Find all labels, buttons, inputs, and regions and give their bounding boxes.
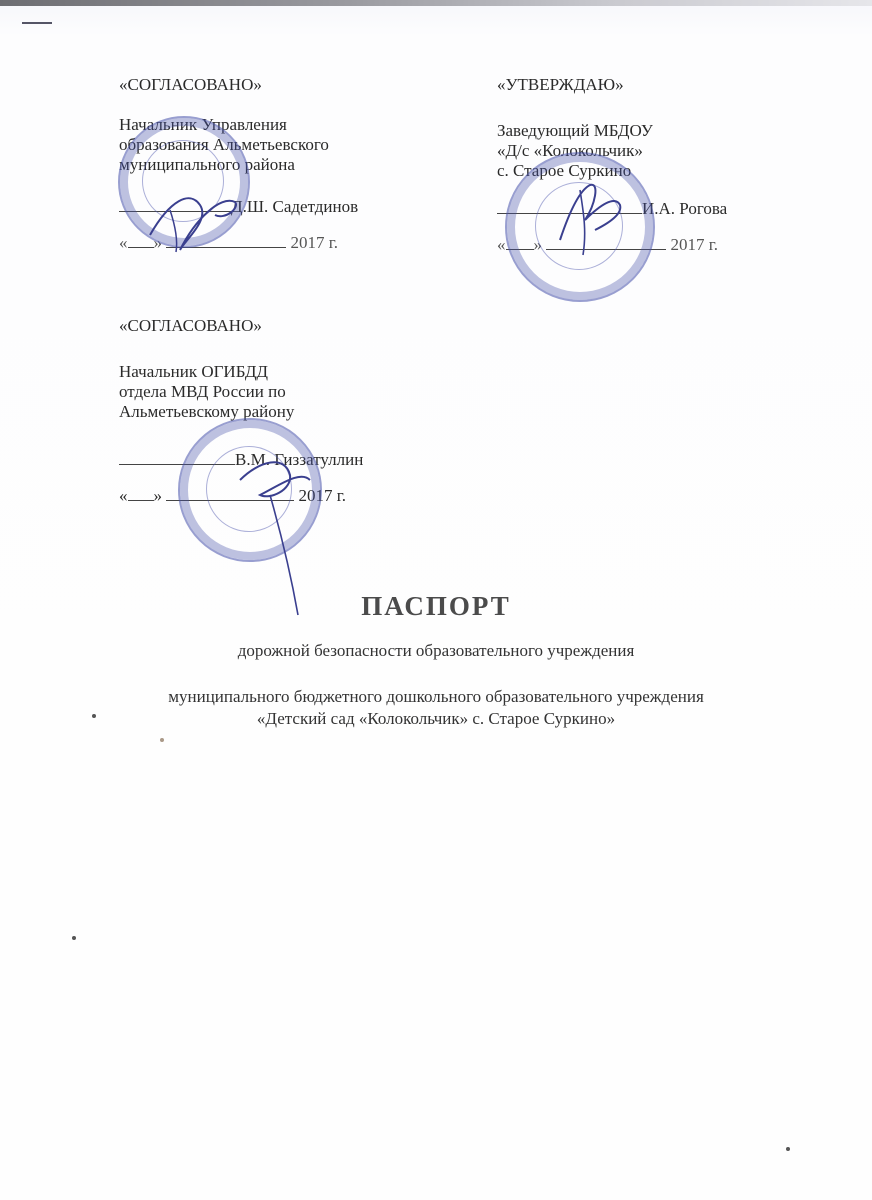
signature-sadetdinov xyxy=(140,180,250,260)
document-title: ПАСПОРТ xyxy=(361,591,511,621)
approval-position-line: муниципального района xyxy=(119,155,295,174)
signature-rogova xyxy=(545,170,635,260)
signer-name: Д.Ш. Садетдинов xyxy=(231,197,359,216)
scan-top-edge xyxy=(0,0,872,6)
signer-name: И.А. Рогова xyxy=(642,199,728,218)
scan-speck xyxy=(72,936,76,940)
approval-position-line: Начальник Управления xyxy=(119,115,287,134)
date-year: 2017 г. xyxy=(290,233,339,252)
document-subtitle: дорожной безопасности образовательного учреждения xyxy=(237,641,635,660)
approval-position-line: Заведующий МБДОУ xyxy=(497,121,653,140)
signer-name: В.М. Гиззатуллин xyxy=(235,450,364,469)
scan-speck xyxy=(786,1147,790,1151)
approval-position-line: образования Альметьевского xyxy=(119,135,329,154)
approval-position-line: Начальник ОГИБДД xyxy=(119,362,269,381)
date-year: 2017 г. xyxy=(670,235,719,254)
date-line: « » 2017 г. xyxy=(119,486,347,505)
date-line: « » 2017 г. xyxy=(497,235,719,254)
approval-heading: «СОГЛАСОВАНО» xyxy=(119,75,262,94)
day-blank xyxy=(128,484,154,501)
institution-line: муниципального бюджетного дошкольного образовательного учреждения xyxy=(168,687,704,706)
approval-heading: «УТВЕРЖДАЮ» xyxy=(497,75,624,94)
scan-speck xyxy=(92,714,96,718)
date-year: 2017 г. xyxy=(298,486,347,505)
approval-position-line: отдела МВД России по xyxy=(119,382,286,401)
scan-speck xyxy=(160,738,164,742)
approval-position-line: «Д/с «Колокольчик» xyxy=(497,141,643,160)
approval-heading: «СОГЛАСОВАНО» xyxy=(119,316,262,335)
approval-position-line: с. Старое Суркино xyxy=(497,161,632,180)
date-line: « » 2017 г. xyxy=(119,233,339,252)
institution-line: «Детский сад «Колокольчик» с. Старое Суркино» xyxy=(256,709,616,728)
scan-corner-mark xyxy=(22,22,52,24)
approval-position-line: Альметьевскому району xyxy=(119,402,295,421)
